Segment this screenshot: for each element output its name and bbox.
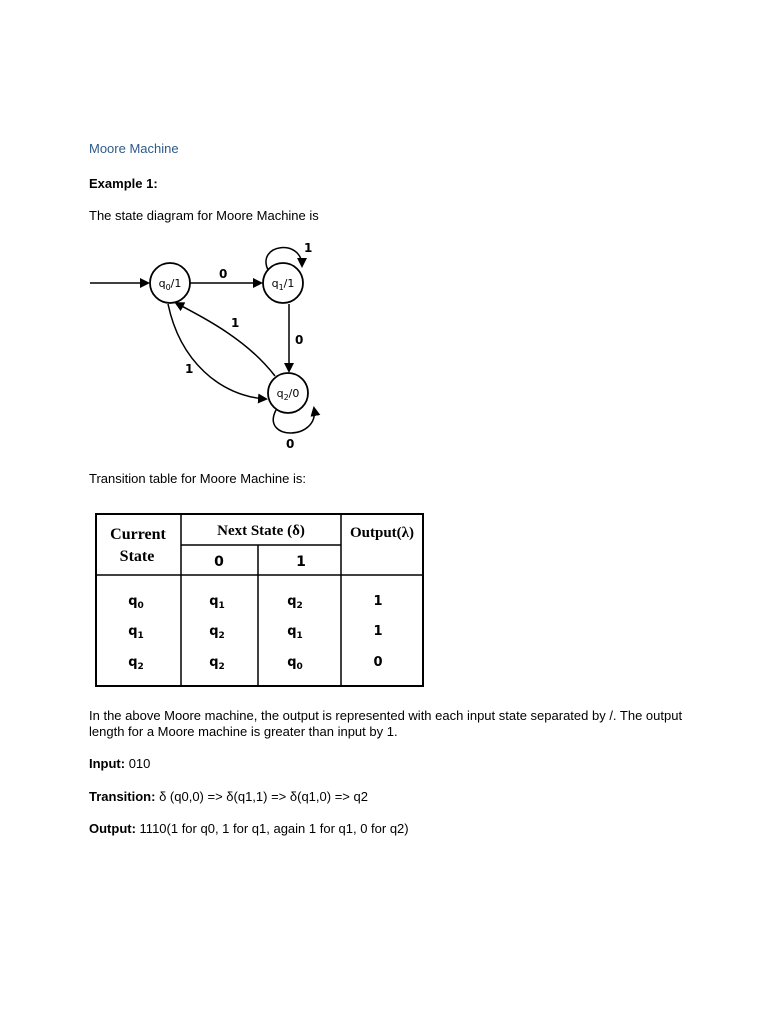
header-input-0: 0: [214, 554, 224, 570]
output-value: 1110(1 for q0, 1 for q1, again 1 for q1, 0 for q2): [135, 821, 409, 836]
output-label: Output:: [89, 821, 136, 836]
page-heading: Moore Machine: [89, 141, 179, 156]
svg-text:q2: $q_2$: [128, 655, 144, 672]
label-q1-q1: 1: [304, 241, 313, 255]
svg-text:1: 1: [373, 594, 383, 609]
svg-text:q2/0: $q_2/0$: [276, 387, 300, 402]
header-current-state: Current: [110, 526, 166, 543]
example-label: Example 1:: [89, 176, 158, 191]
label-q0-q1: 0: [219, 267, 228, 281]
state-q1: [263, 263, 303, 303]
input-label: Input:: [89, 756, 126, 771]
transition-line: [89, 789, 368, 805]
output-line: [89, 821, 409, 837]
svg-text:q1: $q_1$: [287, 624, 303, 641]
svg-text:q2: $q_2$: [209, 655, 225, 672]
state-q0: [150, 263, 190, 303]
svg-text:q1/1: $q_1/1$: [271, 277, 295, 292]
diagram-intro: The state diagram for Moore Machine is: [89, 208, 319, 223]
svg-text:q0: $q_0$: [287, 655, 303, 672]
header-next-state: Next State (δ): [217, 523, 305, 539]
label-q1-q2: 0: [295, 333, 304, 347]
svg-text:q2: $q_2$: [209, 624, 225, 641]
state-q2: [268, 373, 308, 413]
svg-text:q1: $q_1$: [128, 624, 144, 641]
svg-text:q0/1: $q_0/1$: [158, 277, 182, 292]
explanation-paragraph: In the above Moore machine, the output is represented with each input state separated by /. The output length for a Moore machine is greater than input by 1.: [89, 708, 683, 739]
label-q0-q2: 1: [185, 362, 194, 376]
svg-text:0: 0: [373, 655, 383, 670]
label-q2-q2: 0: [286, 437, 295, 451]
svg-text:q1: $q_1$: [209, 594, 225, 611]
svg-text:1: 1: [373, 624, 383, 639]
header-input-1: 1: [296, 554, 306, 570]
table-intro: Transition table for Moore Machine is:: [89, 471, 307, 486]
svg-text:q0: $q_0$: [128, 594, 144, 611]
input-value: 010: [125, 756, 151, 771]
label-q2-q0: 1: [231, 316, 240, 330]
state-diagram: [80, 236, 340, 456]
svg-text:q2: $q_2$: [287, 594, 303, 611]
transition-table: [95, 513, 425, 689]
header-output: Output(λ): [349, 525, 415, 541]
transition-label: Transition:: [89, 789, 156, 804]
transition-value: δ (q0,0) => δ(q1,1) => δ(q1,0) => q2: [155, 789, 368, 804]
input-line: [89, 756, 150, 772]
header-current-state-line2: State: [119, 548, 155, 565]
